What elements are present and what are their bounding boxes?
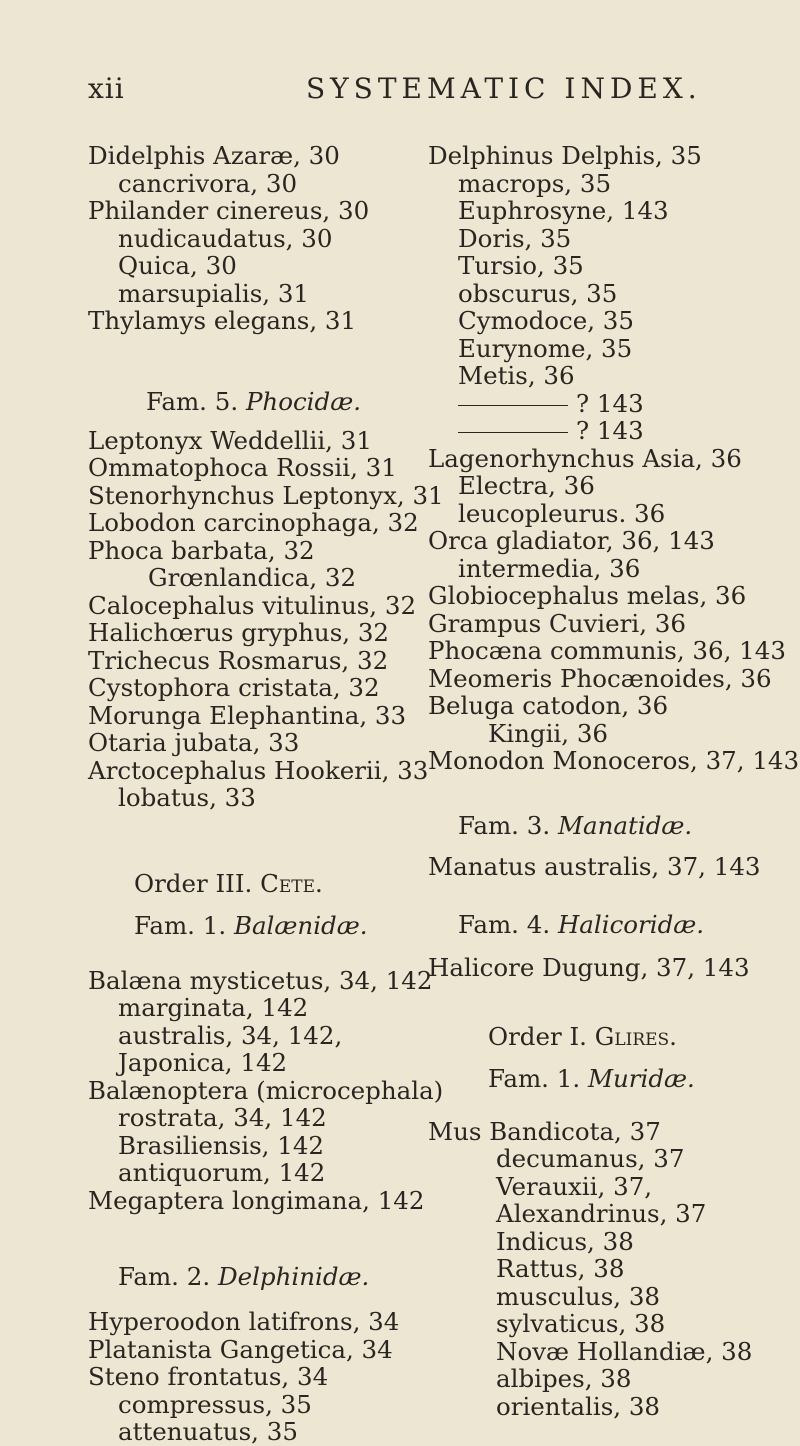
- index-entry: Delphinus Delphis, 35: [428, 141, 702, 170]
- index-entry: Rattus, 38: [496, 1254, 625, 1283]
- index-entry: Leptonyx Weddellii, 31: [88, 425, 372, 455]
- order-heading: Order III. Cete.: [134, 868, 323, 898]
- index-entry: Otaria jubata, 33: [88, 728, 300, 757]
- index-entry: ? 143: [428, 417, 788, 445]
- index-entry: Quica, 30: [118, 251, 237, 280]
- index-entry: Electra, 36: [458, 471, 595, 500]
- index-entry: Eurynome, 35: [458, 333, 633, 363]
- index-entry: Kingii, 36: [488, 718, 609, 748]
- running-title: SYSTEMATIC INDEX.: [306, 72, 702, 105]
- family-heading: Fam. 1. Balænidæ.: [134, 910, 368, 940]
- index-entry: Didelphis Azaræ, 30: [88, 141, 340, 170]
- index-entry: rostrata, 34, 142: [118, 1103, 327, 1132]
- index-entry: Beluga catodon, 36: [428, 691, 669, 720]
- index-entry: Monodon Monoceros, 37, 143: [428, 746, 800, 775]
- index-entry: Stenorhynchus Leptonyx, 31: [88, 480, 444, 510]
- index-entry: Grampus Cuvieri, 36: [428, 608, 686, 638]
- index-entry: lobatus, 33: [118, 783, 256, 812]
- page-number: xii: [88, 72, 125, 105]
- index-entry: decumanus, 37: [496, 1144, 685, 1173]
- index-entry: Cystophora cristata, 32: [88, 673, 380, 702]
- index-entry: Metis, 36: [458, 361, 575, 390]
- index-entry: Morunga Elephantina, 33: [88, 700, 407, 730]
- index-entry: Lagenorhynchus Asia, 36: [428, 443, 742, 473]
- index-entry: compressus, 35: [118, 1389, 312, 1419]
- ditto-dash: [458, 405, 568, 406]
- index-entry: Mus Bandicota, 37: [428, 1116, 661, 1146]
- index-entry: attenuatus, 35: [118, 1417, 298, 1446]
- index-entry: orientalis, 38: [496, 1391, 661, 1421]
- index-entry: Balæna mysticetus, 34, 142: [88, 965, 433, 995]
- index-entry: Balænoptera (microcephala): [88, 1075, 444, 1105]
- family-heading: Fam. 3. Manatidæ.: [458, 810, 693, 840]
- index-entry: Orca gladiator, 36, 143: [428, 526, 715, 555]
- index-entry: Brasiliensis, 142: [118, 1130, 325, 1160]
- index-entry: nudicaudatus, 30: [118, 223, 333, 253]
- index-entry: macrops, 35: [458, 168, 612, 198]
- index-entry: albipes, 38: [496, 1364, 632, 1393]
- index-entry: Grœnlandica, 32: [148, 563, 357, 592]
- index-entry: musculus, 38: [496, 1281, 661, 1311]
- order-heading: Order I. Glires.: [488, 1021, 677, 1051]
- index-entry: antiquorum, 142: [118, 1158, 326, 1187]
- index-entry: Manatus australis, 37, 143: [428, 851, 761, 881]
- index-entry: Trichecus Rosmarus, 32: [88, 645, 389, 675]
- left-column: [88, 141, 444, 1446]
- index-entry: Globiocephalus melas, 36: [428, 581, 747, 610]
- index-entry: intermedia, 36: [458, 553, 641, 583]
- page-header: [88, 72, 768, 122]
- index-entry: Lobodon carcinophaga, 32: [88, 508, 419, 537]
- index-entry: Hyperoodon latifrons, 34: [88, 1307, 400, 1336]
- index-entry: sylvaticus, 38: [496, 1309, 666, 1338]
- index-entry: marsupialis, 31: [118, 278, 310, 308]
- family-heading: Fam. 1. Muridæ.: [488, 1063, 695, 1093]
- family-heading: Fam. 4. Halicoridæ.: [458, 910, 705, 939]
- index-entry: Verauxii, 37,: [496, 1171, 653, 1201]
- index-entry: Tursio, 35: [458, 251, 584, 280]
- family-heading: Fam. 5. Phocidæ.: [146, 386, 362, 416]
- right-column: [428, 141, 800, 1421]
- index-entry: Japonica, 142: [118, 1048, 288, 1077]
- index-entry: Megaptera longimana, 142: [88, 1185, 425, 1215]
- index-entry: Alexandrinus, 37: [496, 1199, 707, 1228]
- index-entry: Phoca barbata, 32: [88, 535, 315, 565]
- index-entry: Thylamys elegans, 31: [88, 306, 357, 335]
- index-entry: Calocephalus vitulinus, 32: [88, 590, 417, 620]
- index-entry: cancrivora, 30: [118, 168, 298, 198]
- index-entry: Steno frontatus, 34: [88, 1362, 329, 1391]
- index-entry: Phocæna communis, 36, 143: [428, 636, 786, 665]
- index-entry: Halichœrus gryphus, 32: [88, 618, 390, 647]
- index-entry: obscurus, 35: [458, 278, 618, 308]
- index-entry: Halicore Dugung, 37, 143: [428, 953, 750, 982]
- index-entry: Euphrosyne, 143: [458, 196, 669, 225]
- index-entry: marginata, 142: [118, 993, 309, 1022]
- ditto-dash: [458, 432, 568, 433]
- index-entry: Philander cinereus, 30: [88, 196, 370, 225]
- index-entry: leucopleurus. 36: [458, 498, 666, 528]
- index-entry: ? 143: [428, 390, 788, 418]
- index-entry: australis, 34, 142,: [118, 1020, 343, 1050]
- family-heading: Fam. 2. Delphinidæ.: [118, 1262, 370, 1291]
- index-entry: Indicus, 38: [496, 1226, 634, 1256]
- index-entry: Platanista Gangetica, 34: [88, 1334, 393, 1364]
- index-entry: Arctocephalus Hookerii, 33: [88, 755, 429, 785]
- index-entry: Novæ Hollandiæ, 38: [496, 1336, 753, 1366]
- index-entry: Doris, 35: [458, 223, 572, 253]
- index-entry: Cymodoce, 35: [458, 306, 634, 335]
- index-entry: Meomeris Phocænoides, 36: [428, 663, 772, 693]
- index-entry: Ommatophoca Rossii, 31: [88, 453, 397, 482]
